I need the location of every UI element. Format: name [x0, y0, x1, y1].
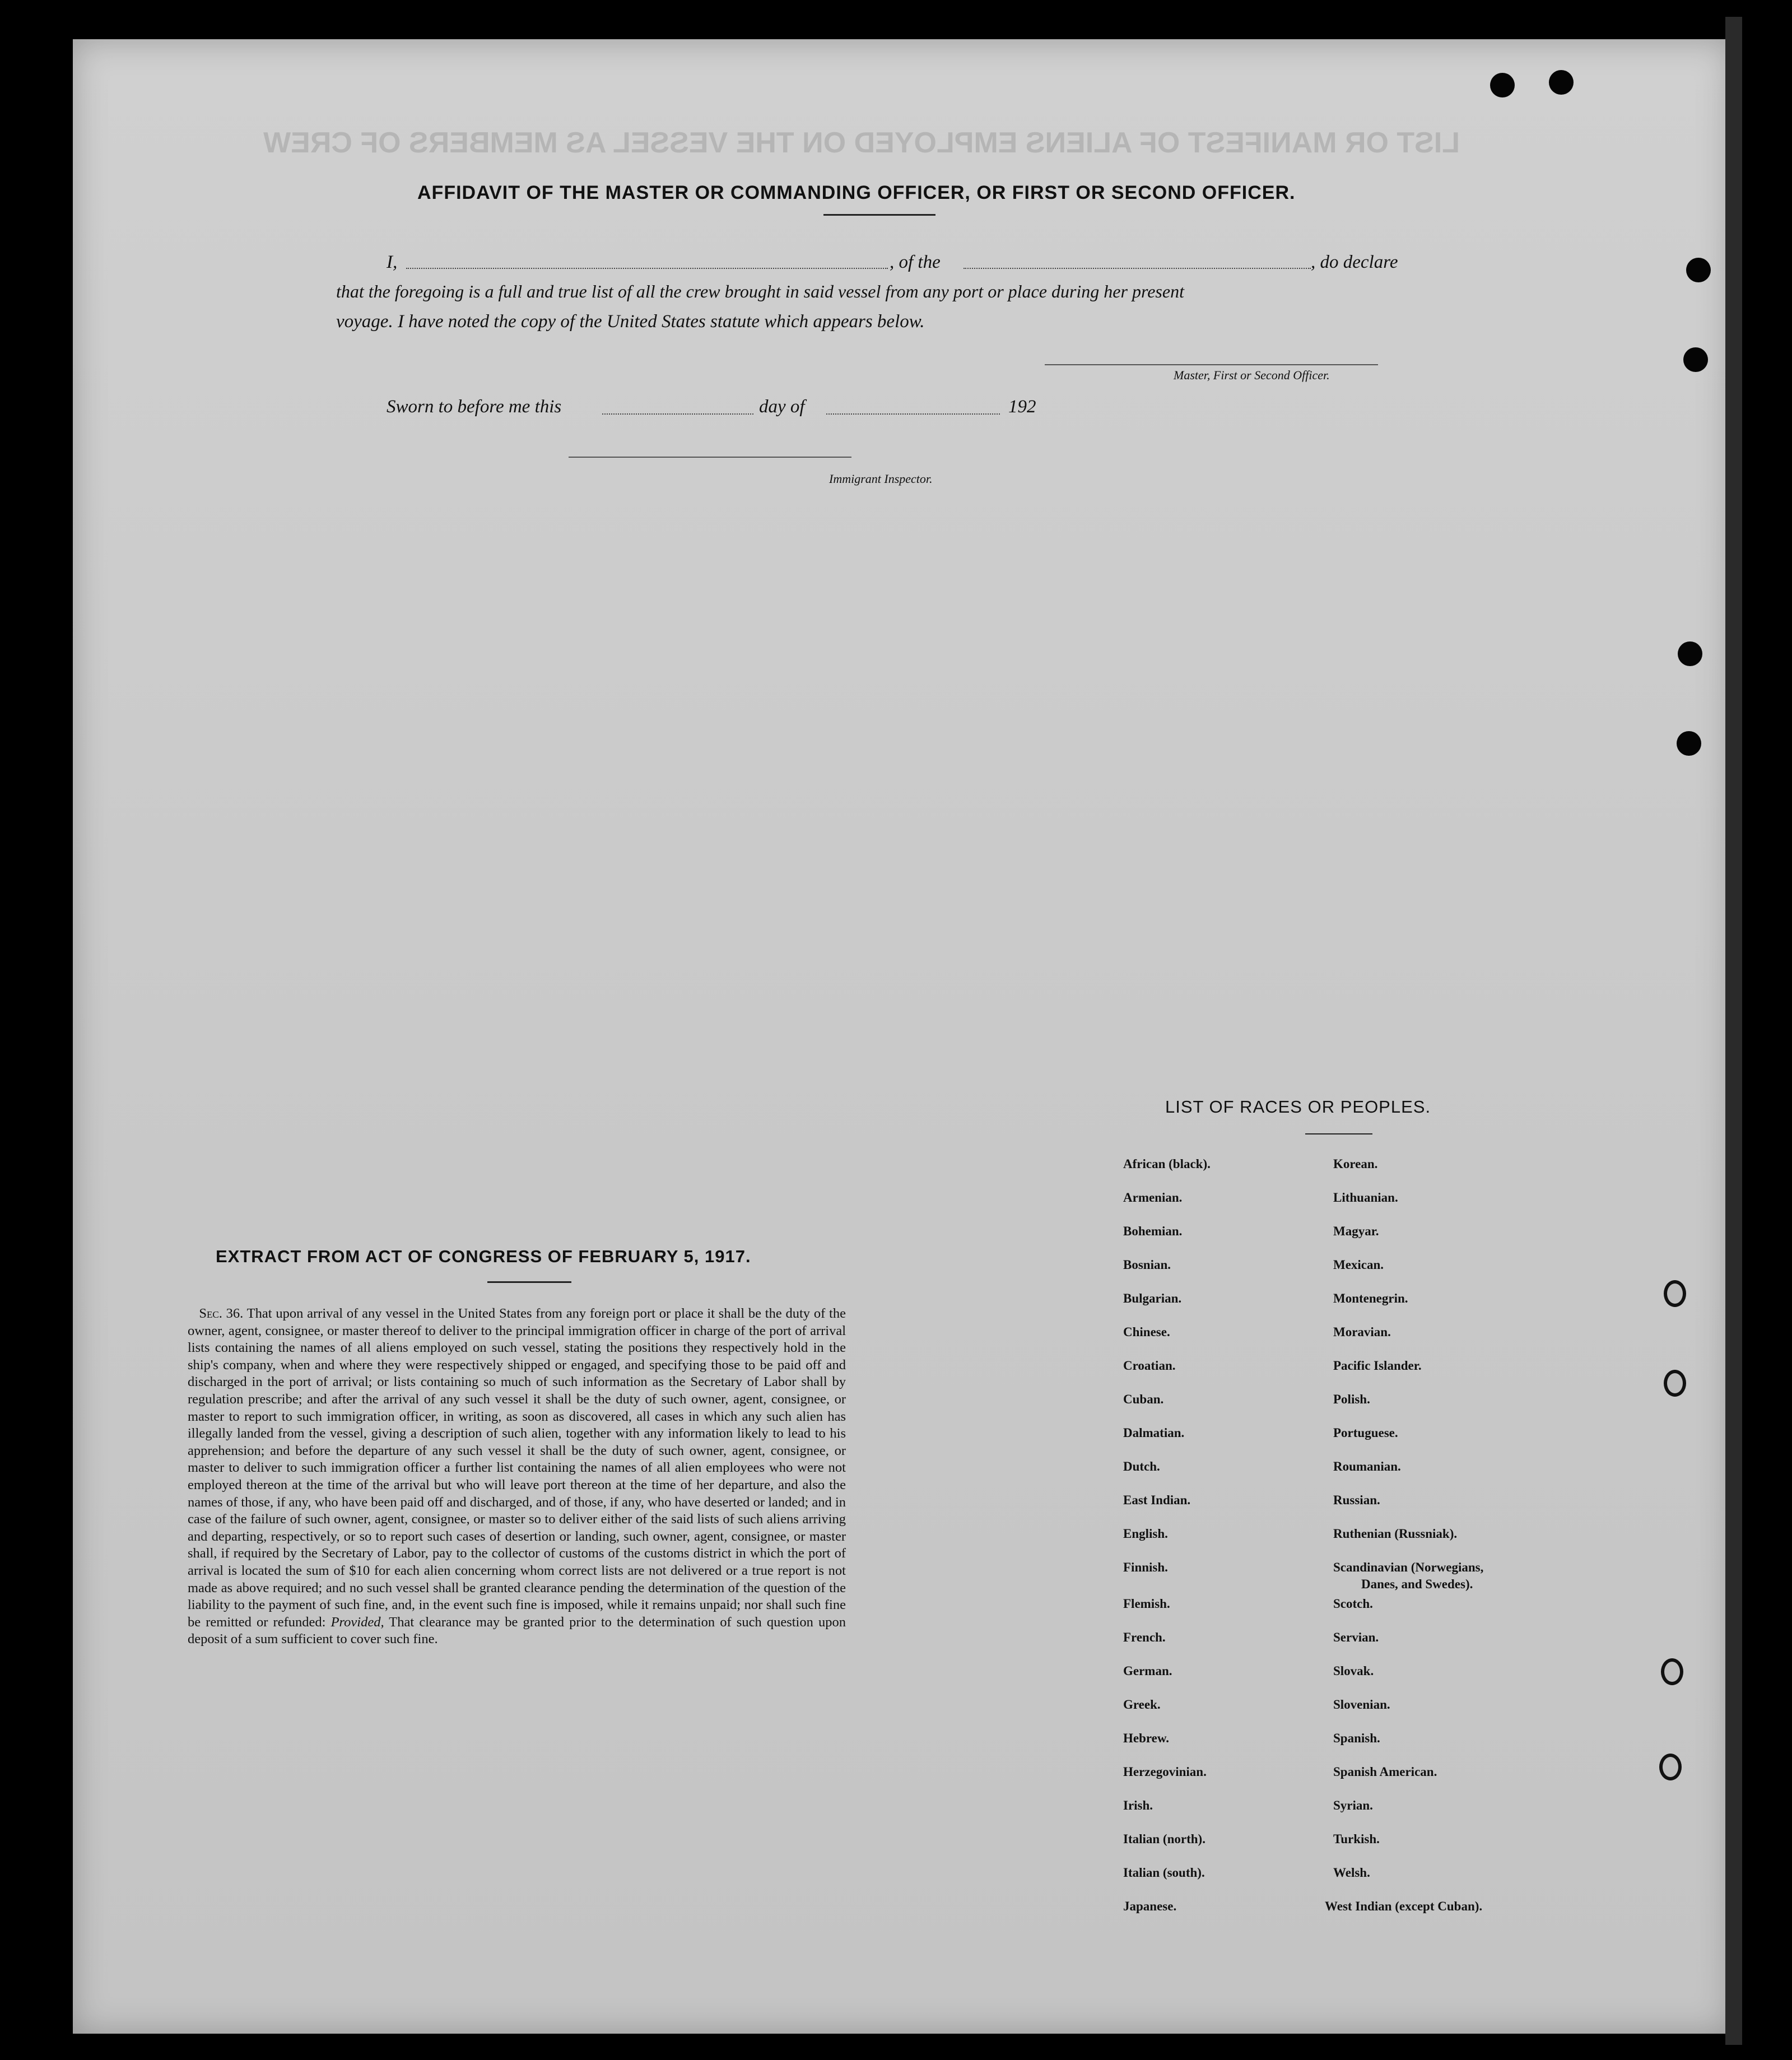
races-title-rule: [1305, 1133, 1372, 1134]
race-item: Armenian.: [1123, 1191, 1183, 1205]
race-item: French.: [1123, 1630, 1166, 1644]
sworn-prefix: Sworn to before me this: [387, 397, 562, 417]
race-item: Scotch.: [1333, 1597, 1373, 1611]
race-item: Korean.: [1333, 1157, 1378, 1171]
punch-hole: [1678, 641, 1702, 666]
ring-hole: [1659, 1754, 1682, 1780]
affidavit-line2: that the foregoing is a full and true list of all the crew brought in said vessel from any port or place during her present: [336, 281, 1184, 301]
race-item: Pacific Islander.: [1333, 1359, 1422, 1373]
affidavit-title-rule: [823, 214, 935, 216]
race-item: Danes, and Swedes).: [1361, 1577, 1473, 1591]
extract-text: That upon arrival of any vessel in the United States from any foreign port or place it shall be the duty of the owner, agent, consignee, or master thereof to deliver to the principal immigration officer in charge of the port of arrival lists containing the names of all aliens employed on such vessel, stating the positions they respectively hold in the ship's company, when and where they were respectively shipped or engaged, and specifying those to be paid off and discharged in the port of arrival; or lists containing so much of such information as the Secretary of Labor shall by regulation prescribe; and after the arrival of any such vessel it shall be the duty of such owner, agent, consignee, or master to report to such immigration officer, in writing, as soon as discovered, all cases in which any such alien has illegally landed from the vessel, giving a description of such alien, together with any information likely to lead to his apprehension; and before the departure of any such vessel it shall be the duty of such owner, agent, consignee, or master to deliver to such immigration officer a further list containing the names of all alien employees who were not employed thereon at the time of the arrival but who will leave port thereon at the time of her departure, and also the names of those, if any, who have been paid off and discharged, and of those, if any, who have deserted or landed; and in case of the failure of such owner, agent, consignee, or master so to deliver either of the said lists of such aliens arriving and departing, respectively, or so to report such cases of desertion or landing, such owner, agent, consignee, or master shall, if required by the Secretary of Labor, pay to the collector of customs of the customs district in which the port of arrival is located the sum of $10 for each alien concerning whom correct lists are not delivered or a true report is not made as above required; and no such vessel shall be granted clearance pending the determination of the question of the liability to the payment of such fine, and, in the event such fine is imposed, while it remains unpaid; nor shall such fine be remitted or refunded:: [188, 1306, 846, 1630]
race-item: Bohemian.: [1123, 1224, 1183, 1238]
affidavit-line3: voyage. I have noted the copy of the United States statute which appears below.: [336, 311, 925, 332]
race-item: Welsh.: [1333, 1866, 1370, 1880]
bleed-through-header: LIST OR MANIFEST OF ALIENS EMPLOYED ON THE VESSEL AS MEMBERS OF CREW: [263, 127, 1460, 159]
race-item: Spanish.: [1333, 1731, 1380, 1745]
race-item: Turkish.: [1333, 1832, 1380, 1846]
master-signature-line: [1045, 364, 1378, 365]
race-item: Ruthenian (Russniak).: [1333, 1527, 1458, 1541]
race-item: Polish.: [1333, 1392, 1370, 1406]
punch-hole: [1677, 731, 1701, 756]
race-item: Italian (north).: [1123, 1832, 1205, 1846]
race-item: Roumanian.: [1333, 1459, 1401, 1473]
extract-title-rule: [487, 1281, 571, 1283]
race-item: Magyar.: [1333, 1224, 1379, 1238]
race-item: Irish.: [1123, 1798, 1153, 1812]
race-item: Croatian.: [1123, 1359, 1176, 1373]
affidavit-title: AFFIDAVIT OF THE MASTER OR COMMANDING OFFICER, OR FIRST OR SECOND OFFICER.: [417, 182, 1296, 203]
ring-hole: [1664, 1280, 1686, 1307]
race-item: Servian.: [1333, 1630, 1379, 1644]
master-signature-label: Master, First or Second Officer.: [1174, 368, 1330, 382]
affidavit-declare: , do declare: [1311, 252, 1398, 272]
race-item: Portuguese.: [1333, 1426, 1398, 1440]
sworn-month-blank: [826, 413, 1000, 415]
race-item: Montenegrin.: [1333, 1291, 1408, 1305]
race-item: Japanese.: [1123, 1899, 1177, 1913]
inspector-signature-label: Immigrant Inspector.: [829, 472, 933, 486]
affidavit-of-the: , of the: [890, 252, 941, 272]
extract-provided: Provided,: [331, 1614, 384, 1630]
race-item: Russian.: [1333, 1493, 1380, 1507]
race-item: Scandinavian (Norwegians,: [1333, 1560, 1484, 1574]
punch-hole: [1686, 258, 1711, 282]
race-item: English.: [1123, 1527, 1168, 1541]
extract-text-tail: That clearance may be granted prior to the determination of such question upon deposit of a sum sufficient to cover such fine.: [188, 1614, 846, 1647]
punch-hole: [1549, 70, 1574, 95]
race-item: Herzegovinian.: [1123, 1765, 1207, 1779]
punch-hole: [1490, 73, 1515, 97]
race-item: Cuban.: [1123, 1392, 1164, 1406]
document-page: [73, 39, 1731, 2034]
race-item: African (black).: [1123, 1157, 1211, 1171]
race-item: Finnish.: [1123, 1560, 1168, 1574]
race-item: Slovenian.: [1333, 1698, 1390, 1712]
race-item: Chinese.: [1123, 1325, 1170, 1339]
extract-section-label: Sec. 36.: [199, 1306, 244, 1321]
ring-hole: [1664, 1370, 1686, 1397]
race-item: West Indian (except Cuban).: [1325, 1899, 1483, 1913]
race-item: Mexican.: [1333, 1258, 1384, 1272]
extract-body: [188, 1305, 846, 1648]
affidavit-i: I,: [387, 252, 398, 272]
extract-title: EXTRACT FROM ACT OF CONGRESS OF FEBRUARY 5, 1917.: [216, 1247, 751, 1266]
race-item: Syrian.: [1333, 1798, 1373, 1812]
master-name-blank: [406, 268, 888, 269]
race-item: Moravian.: [1333, 1325, 1391, 1339]
races-title: LIST OF RACES OR PEOPLES.: [1165, 1097, 1431, 1117]
page-edge: [1725, 17, 1742, 2045]
race-item: Lithuanian.: [1333, 1191, 1398, 1205]
ring-hole: [1661, 1658, 1683, 1685]
race-item: Dalmatian.: [1123, 1426, 1185, 1440]
sworn-day-of: day of: [759, 397, 805, 417]
race-item: Hebrew.: [1123, 1731, 1169, 1745]
inspector-signature-line: [569, 457, 851, 458]
race-item: Italian (south).: [1123, 1866, 1205, 1880]
race-item: German.: [1123, 1664, 1172, 1678]
race-item: Slovak.: [1333, 1664, 1374, 1678]
race-item: Greek.: [1123, 1698, 1161, 1712]
race-item: Bulgarian.: [1123, 1291, 1182, 1305]
punch-hole: [1683, 347, 1708, 372]
race-item: Flemish.: [1123, 1597, 1170, 1611]
sworn-day-blank: [602, 413, 753, 415]
race-item: East Indian.: [1123, 1493, 1191, 1507]
race-item: Bosnian.: [1123, 1258, 1171, 1272]
race-item: Spanish American.: [1333, 1765, 1437, 1779]
sworn-year: 192: [1008, 397, 1036, 417]
race-item: Dutch.: [1123, 1459, 1160, 1473]
vessel-name-blank: [964, 268, 1311, 269]
